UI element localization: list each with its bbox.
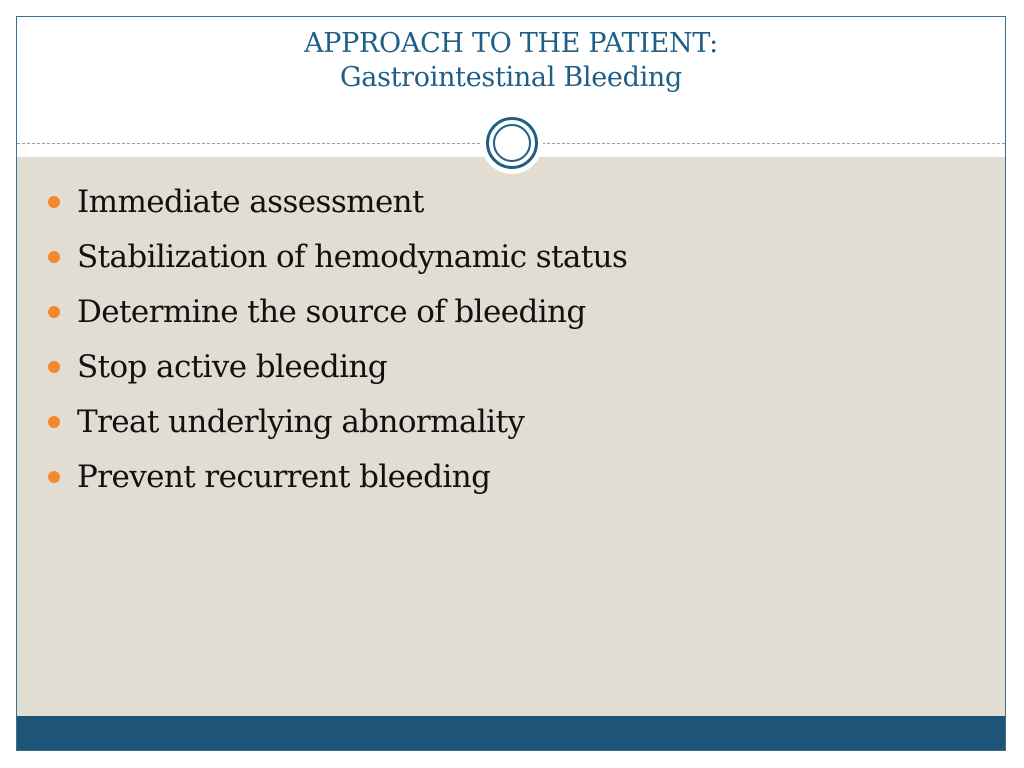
bullet-text: Stabilization of hemodynamic status xyxy=(77,239,628,275)
bullet-dot-icon xyxy=(48,416,60,428)
bullet-dot-icon xyxy=(48,471,60,483)
bullet-item xyxy=(47,235,627,290)
title-line-1: APPROACH TO THE PATIENT: xyxy=(304,28,718,59)
bullet-text: Determine the source of bleeding xyxy=(77,294,586,330)
bullet-dot-icon xyxy=(48,251,60,263)
slide-title xyxy=(17,27,1005,95)
bullet-list xyxy=(47,180,627,510)
slide xyxy=(16,16,1006,751)
bullet-item xyxy=(47,180,627,235)
circle-ornament-inner xyxy=(493,124,531,162)
title-line-2: Gastrointestinal Bleeding xyxy=(340,62,682,93)
bullet-dot-icon xyxy=(48,306,60,318)
bullet-dot-icon xyxy=(48,361,60,373)
bullet-text: Stop active bleeding xyxy=(77,349,388,385)
bullet-dot-icon xyxy=(48,196,60,208)
footer-bar xyxy=(17,716,1005,751)
bullet-item xyxy=(47,345,627,400)
bullet-text: Immediate assessment xyxy=(77,184,424,220)
circle-ornament-icon xyxy=(486,117,538,169)
bullet-item xyxy=(47,290,627,345)
bullet-item xyxy=(47,400,627,455)
bullet-text: Prevent recurrent bleeding xyxy=(77,459,491,495)
bullet-item xyxy=(47,455,627,510)
bullet-text: Treat underlying abnormality xyxy=(77,404,525,440)
